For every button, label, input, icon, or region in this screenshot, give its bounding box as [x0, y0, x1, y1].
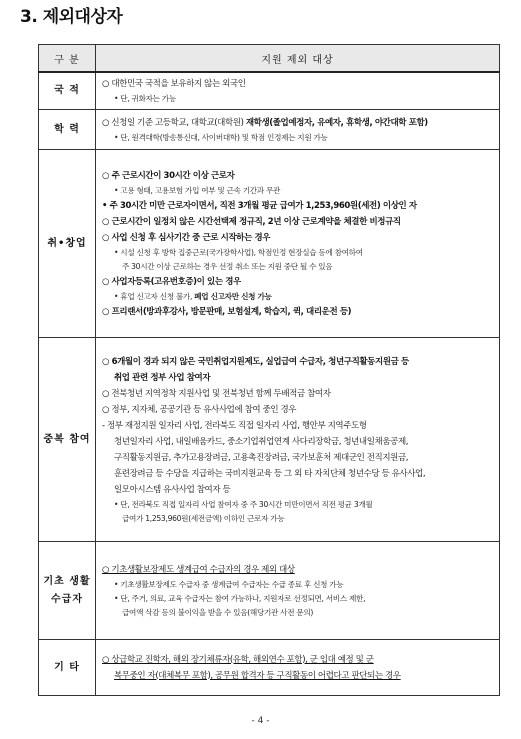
description-line: [102, 592, 495, 606]
row-description: [96, 110, 500, 150]
line-text: • 고용 형태, 고용보험 가입 여부 및 근속 기간과 무관: [114, 185, 281, 195]
table-row: [39, 338, 500, 542]
table-header-row: [39, 45, 500, 73]
page-number: - 4 -: [251, 716, 270, 726]
line-text: ○ 전북청년 지역정착 지원사업 및 전북청년 함께 두배적금 참여자: [102, 388, 331, 399]
description-line: [102, 115, 495, 131]
row-category: 기 타: [39, 640, 96, 696]
description-line: [102, 354, 495, 370]
row-description: [96, 542, 500, 640]
description-line: [102, 304, 495, 320]
description-line: [102, 274, 495, 290]
row-category: 기초 생활 수급자: [39, 542, 96, 640]
description-line: [102, 512, 495, 526]
line-text: ○ 정부, 지자체, 공공기관 등 유사사업에 참여 중인 경우: [102, 404, 297, 415]
row-description: [96, 72, 500, 110]
line-text: ○ 사업자등록(고유번호증)이 있는 경우: [102, 276, 241, 287]
row-category: 국 적: [39, 72, 96, 110]
line-text: ○ 사업 신청 후 심사기간 중 근로 시작하는 경우: [102, 232, 271, 243]
row-description: [96, 640, 500, 696]
exclusion-table: [38, 44, 500, 696]
line-text: 구직활동지원금, 추가고용장려금, 고용촉진장려금, 국가보훈처 제대군인 전직지원금,: [114, 452, 409, 463]
page-title: 3. 제외대상자: [20, 7, 123, 27]
line-text: • 시설 신청 후 방학 집중근로(국가장학사업), 학점인정 현장실습 등에 참여하여: [114, 247, 363, 257]
line-text: • 단, 전라북도 직접 일자리 사업 참여자 중 주 30시간 미만이면서 직전 평균 3개월: [114, 499, 373, 509]
description-line: [102, 402, 495, 418]
line-text: • 기초생활보장제도 수급자 중 생계급여 수급자는 수급 종료 후 신청 가능: [114, 579, 344, 589]
description-line: [102, 466, 495, 482]
description-line: [102, 246, 495, 260]
table-row: [39, 640, 500, 696]
table-row: [39, 110, 500, 150]
row-category: 취•창업: [39, 150, 96, 338]
row-category: 중복 참여: [39, 338, 96, 542]
description-line: [102, 214, 495, 230]
line-text: ○ 6개월이 경과 되지 않은 국민취업지원제도, 실업급여 수급자, 청년구직활동지원금 등: [102, 356, 409, 367]
description-line: [102, 498, 495, 512]
line-text: ○ 근로시간이 일정치 않은 시간선택제 정규직, 2년 이상 근로계약을 체결한 비정규직: [102, 216, 401, 227]
line-text: 급여액 삭감 등의 불이익을 받을 수 있음(해당기관 사전 문의): [122, 607, 314, 617]
description-line: [102, 578, 495, 592]
line-text: 일모아시스템 유사사업 참여자 등: [114, 484, 231, 495]
table-row: [39, 72, 500, 110]
description-line: [102, 434, 495, 450]
description-line: [102, 606, 495, 620]
line-text: 주 30시간 이상 근로하는 경우 선정 취소 또는 지원 중단 될 수 있음: [122, 261, 333, 271]
description-line: [102, 386, 495, 402]
description-line: [102, 668, 495, 684]
row-category: 학 력: [39, 110, 96, 150]
description-line: [102, 562, 495, 578]
line-text: ○ 상급학교 진학자, 해외 장기체류자(유학, 해외연수 포함), 군 입대 예정 및 군: [102, 654, 374, 665]
line-text: 급여가 1,253,960원(세전금액) 이하인 근로자 가능: [122, 513, 285, 523]
line-text: ○ 대한민국 국적을 보유하지 않는 외국인: [102, 79, 246, 89]
description-line: [102, 76, 495, 92]
table-row: [39, 542, 500, 640]
header-target: 지원 제외 대상: [96, 45, 500, 73]
line-text: • 주 30시간 미만 근로자이면서, 직전 3개월 평균 급여가 1,253,960원(세전) 이상인 자: [102, 200, 417, 211]
line-text: 취업 관련 정부 사업 참여자: [114, 372, 211, 383]
line-text: ○ 프리랜서(방과후강사, 방문판매, 보험설계, 학습지, 퀵, 대리운전 등): [102, 306, 352, 317]
description-line: [102, 290, 495, 304]
row-description: [96, 150, 500, 338]
row-description: [96, 338, 500, 542]
description-line: [102, 198, 495, 214]
description-line: [102, 370, 495, 386]
description-line: [102, 230, 495, 246]
line-text: ○ 신청일 기준 고등학교, 대학교(대학원): [102, 117, 246, 128]
line-text: - 정부 재정지원 일자리 사업, 전라북도 직접 일자리 사업, 행안부 지역주도형: [102, 420, 367, 431]
description-line: [102, 92, 495, 106]
description-line: [102, 652, 495, 668]
line-text: • 휴업 신고자 신청 불가,: [114, 291, 195, 301]
header-category: 구 분: [39, 45, 96, 73]
line-text: ○ 주 근로시간이 30시간 이상 근로자: [102, 170, 235, 181]
line-text: • 단, 귀화자는 가능: [114, 94, 176, 103]
line-text: 복무중인 자(대체복무 포함), 공무원 합격자 등 구직활동이 어렵다고 판단되는 경우: [114, 670, 401, 681]
description-line: [102, 184, 495, 198]
line-emphasis: 폐업 신고자만 신청 가능: [194, 291, 272, 301]
description-line: [102, 168, 495, 184]
line-text: 훈련장려금 등 수당을 지급하는 국비지원교육 등 그 외 타 자치단체 청년수당 등 유사사업,: [114, 468, 426, 479]
description-line: [102, 260, 495, 274]
line-text: • 단, 주거, 의료, 교육 수급자는 참여 가능하나, 지원자로 선정되면, 서비스 제한,: [114, 593, 366, 603]
description-line: [102, 418, 495, 434]
description-line: [102, 450, 495, 466]
description-line: [102, 131, 495, 145]
line-text: • 단, 원격대학(방송통신대, 사이버대학) 및 학점 인정제는 지원 가능: [114, 132, 328, 142]
description-line: [102, 482, 495, 498]
line-text: 청년일자리 사업, 내일배움카드, 중소기업취업연계 사다리장학금, 청년내일채움공제,: [114, 436, 409, 447]
table-row: [39, 150, 500, 338]
line-text: ○ 기초생활보장제도 생계급여 수급자의 경우 제외 대상: [102, 564, 295, 575]
line-emphasis: 재학생(졸업예정자, 유예자, 휴학생, 야간대학 포함): [245, 117, 428, 128]
